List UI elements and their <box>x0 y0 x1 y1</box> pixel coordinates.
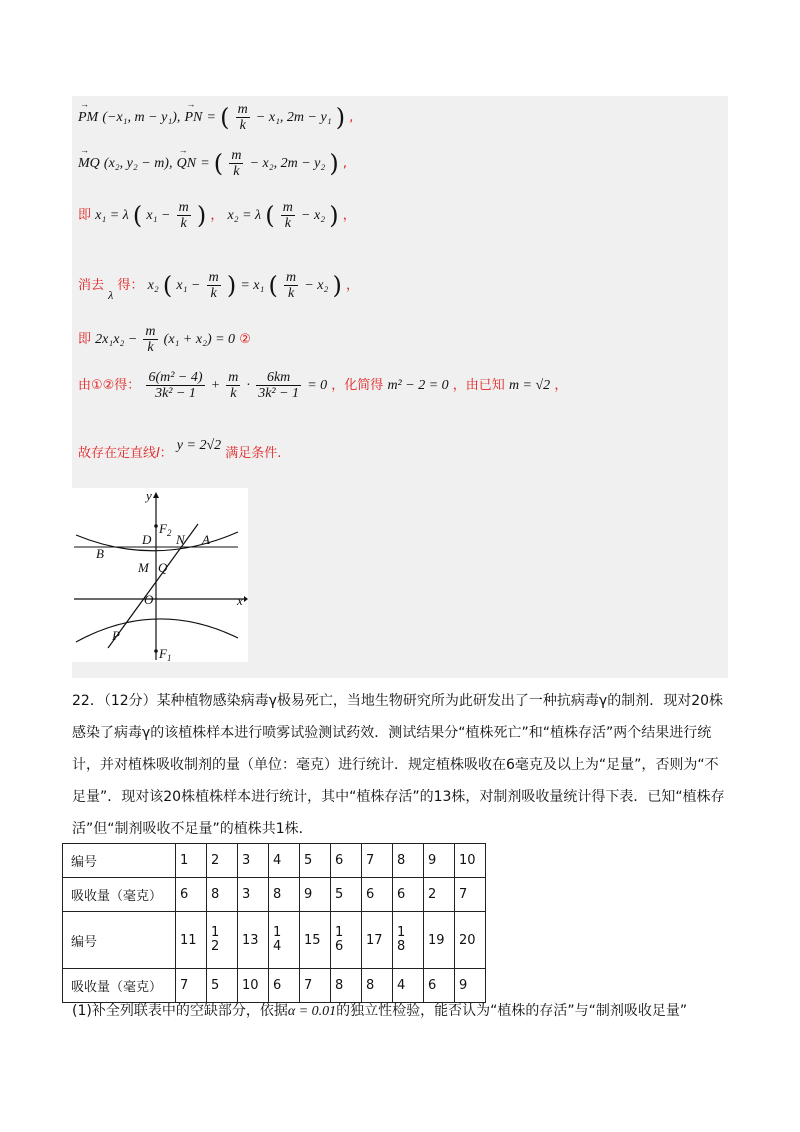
table-cell: 6 <box>424 969 455 1003</box>
table-cell: 5 <box>207 969 238 1003</box>
solution-line-1: → PM (−x₁, m − y₁), → PN = ( $\frac{m}{k}$ − x₁, 2m − y₁ ) , <box>78 102 353 133</box>
table-cell: 7 <box>362 844 393 878</box>
table-cell: 7 <box>455 878 486 912</box>
stacked-number: 1 8 <box>397 925 406 954</box>
vector-mq: → MQ <box>78 156 100 172</box>
table-cell: 4 <box>269 844 300 878</box>
table-cell: 8 <box>393 844 424 878</box>
label-a: A <box>202 532 210 547</box>
label-d: D <box>142 532 152 547</box>
table-cell: 2 <box>207 844 238 878</box>
table-cell: 2 <box>424 878 455 912</box>
table-cell: 11 <box>176 912 207 969</box>
fraction: $\frac{m}{k}$ <box>145 324 156 355</box>
hyperbola-figure <box>72 488 248 662</box>
table-cell: 8 <box>269 878 300 912</box>
label-f2: $F_2$ <box>159 521 172 538</box>
table-cell: 15 <box>300 912 331 969</box>
table-row <box>63 969 486 1003</box>
table-cell: 5 <box>331 878 362 912</box>
label-f1: $F_1$ <box>159 646 172 662</box>
fraction: $\frac{6km}{\text{3k² − 1}}$ <box>258 370 300 401</box>
table-cell: 7 <box>176 969 207 1003</box>
vector-qn: → QN <box>177 156 196 172</box>
fraction: $\frac{m}{k}$ <box>208 270 219 301</box>
table-cell: 7 <box>300 969 331 1003</box>
table-cell: 6 <box>176 878 207 912</box>
data-table <box>62 843 486 1003</box>
table-cell: 9 <box>424 844 455 878</box>
table-cell: 8 <box>362 969 393 1003</box>
hyperbola-lower-branch <box>76 619 238 642</box>
label-n: N <box>176 532 185 547</box>
table-cell: 3 <box>238 844 269 878</box>
label-origin: O <box>144 592 154 607</box>
table-cell: 8 <box>207 878 238 912</box>
table-cell <box>331 912 362 969</box>
fraction: $\frac{m}{k}$ <box>228 370 239 401</box>
focus-f1 <box>154 649 158 653</box>
table-cell <box>207 912 238 969</box>
table-cell: 5 <box>300 844 331 878</box>
solution-line-2: → MQ (x₂, y₂ − m), → QN = ( $\frac{m}{k}$ − x₂, 2m − y₂ ) , <box>78 148 347 179</box>
solution-line-3: 即 x₁ = λ ( x₁ − $\frac{m}{k}$ ) ， x₂ = λ ( $\frac{m}{k}$ − x₂ ) ， <box>78 200 356 231</box>
label-m: M <box>138 560 149 575</box>
hyperbola-diagram <box>72 488 248 662</box>
table-cell: 10 <box>455 844 486 878</box>
table-cell: 6 <box>269 969 300 1003</box>
solution-line-4: 消去 λ 得： x₂ ( x₁ − $\frac{m}{k}$ ) = x₁ ( $\frac{m}{k}$ − x₂ ) ， <box>78 270 360 302</box>
row-header: 编号 <box>63 844 176 878</box>
fraction: $\frac{m}{k}$ <box>178 200 189 231</box>
table-cell: 6 <box>331 844 362 878</box>
stacked-number: 1 6 <box>335 925 344 954</box>
question-part-1: (1)补全列联表中的空缺部分，依据α = 0.01的独立性检验，能否认为“植株的存活”与“制剂吸收足量” <box>72 1003 688 1019</box>
table-cell <box>393 912 424 969</box>
fraction: $\frac{m}{k}$ <box>282 200 293 231</box>
solution-line-5: 即 2x₁x₂ − $\frac{m}{k}$ (x₁ + x₂) = 0 ② <box>78 324 251 355</box>
problem-text: 22．（12分）某种植物感染病毒γ极易死亡，当地生物研究所为此研发出了一种抗病毒γ的制剂．现对20株感染了病毒γ的该植株样本进行喷雾试验测试药效．测试结果分“植株死亡”和“植株存活”两个结果进行统计，并对植株吸收制剂的量（单位：毫克）进行统计．规定植株吸收在6毫克及以上为“足量”，否则为“不足量”．现对该20株植株样本进行统计，其中“植株存活”的13株，对制剂吸收量统计得下表．已知“植株存活”但“制剂吸收不足量”的植株共1株． <box>72 693 725 837</box>
fraction: $\frac{m}{k}$ <box>231 148 242 179</box>
table-row <box>63 844 486 878</box>
fraction: $\frac{\text{6(m² − 4)}}{\text{3k² − 1}}$ <box>148 370 203 401</box>
table-cell: 8 <box>331 969 362 1003</box>
label-q: Q <box>158 560 168 575</box>
table-cell <box>269 912 300 969</box>
vector-pn: → PN <box>185 110 203 126</box>
table-cell: 20 <box>455 912 486 969</box>
problem-22 <box>72 685 732 845</box>
table-cell: 17 <box>362 912 393 969</box>
fraction: $\frac{m}{k}$ <box>286 270 297 301</box>
table-cell: 13 <box>238 912 269 969</box>
row-header: 编号 <box>63 912 176 969</box>
table-cell: 9 <box>300 878 331 912</box>
table-row <box>63 878 486 912</box>
label-x: x <box>237 593 243 608</box>
table-cell: 3 <box>238 878 269 912</box>
table-cell: 4 <box>393 969 424 1003</box>
table-cell: 6 <box>393 878 424 912</box>
table-cell: 10 <box>238 969 269 1003</box>
vector-pm: → PM <box>78 110 98 126</box>
table-cell: 1 <box>176 844 207 878</box>
stacked-number: 1 4 <box>273 925 282 954</box>
stacked-number: 1 2 <box>211 925 220 954</box>
row-header: 吸收量（毫克） <box>63 969 176 1003</box>
table-cell: 9 <box>455 969 486 1003</box>
label-p: P <box>112 628 120 643</box>
solution-line-7: 故存在定直线l： y = 2√2 满足条件. <box>78 438 282 461</box>
table-cell: 19 <box>424 912 455 969</box>
row-header: 吸收量（毫克） <box>63 878 176 912</box>
solution-line-6: 由①②得： $\frac{\text{6(m² − 4)}}{\text{3k² − 1}}$ + $\frac{m}{k}$ · $\frac{6km}{\text{3k² − 1}}$ = 0 ，化简得 m² − 2 = 0 ，由已知 m = √2 ， <box>78 370 568 401</box>
fraction: $\frac{m}{k}$ <box>237 102 248 133</box>
label-y: y <box>146 488 152 503</box>
focus-f2 <box>154 524 158 528</box>
table-cell: 6 <box>362 878 393 912</box>
table-row <box>63 912 486 969</box>
label-b: B <box>96 546 104 561</box>
